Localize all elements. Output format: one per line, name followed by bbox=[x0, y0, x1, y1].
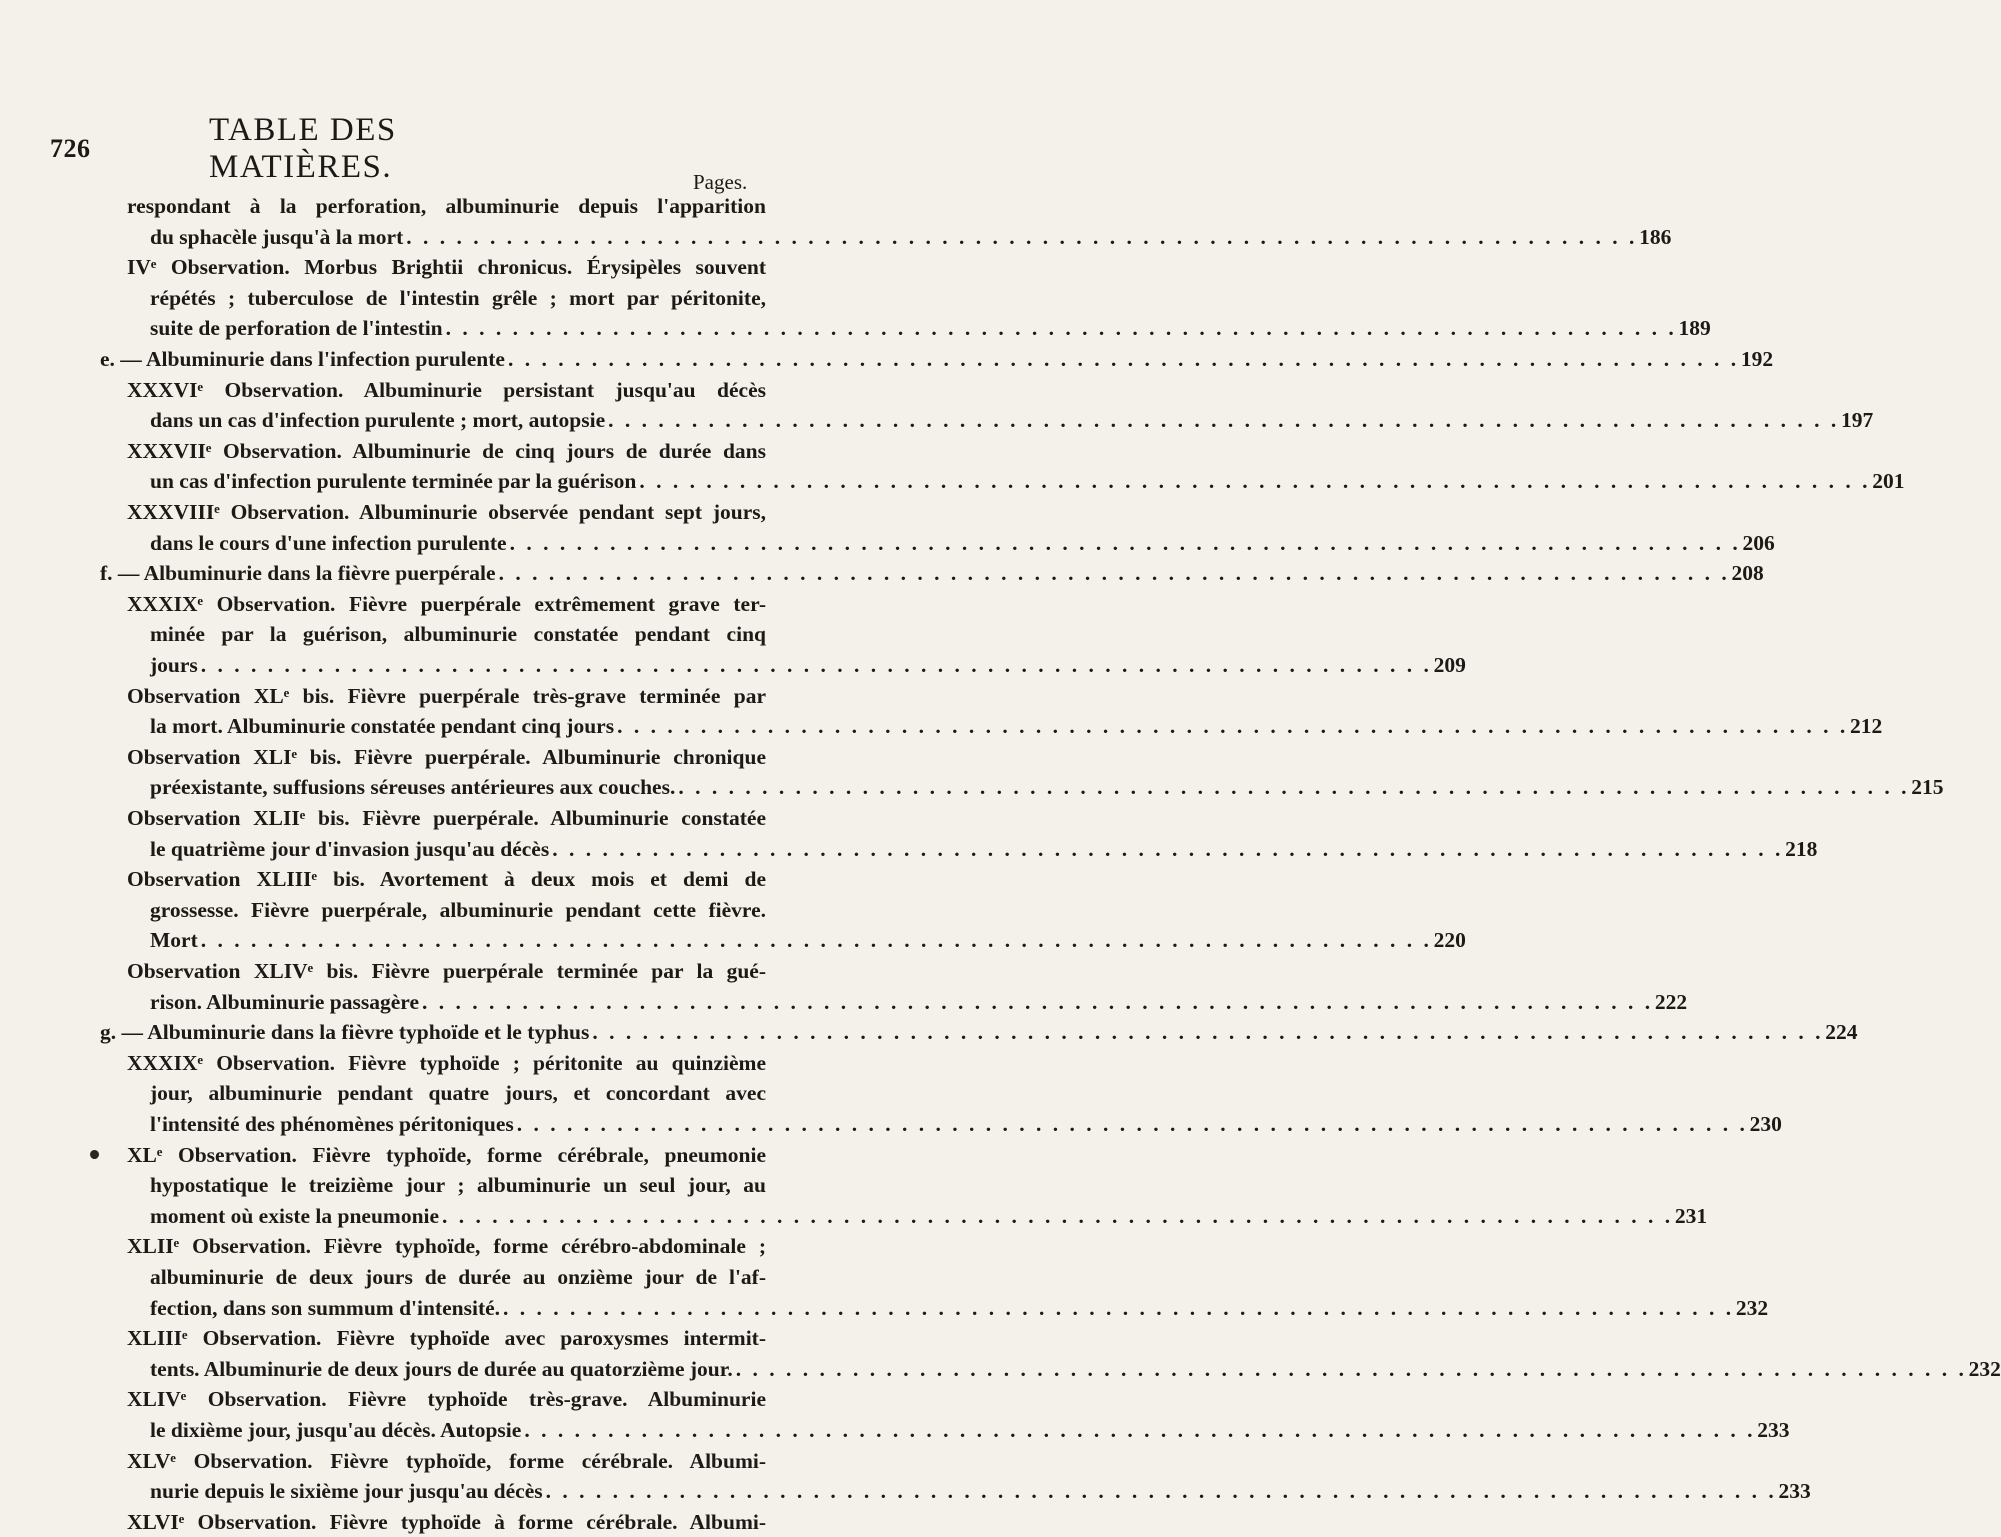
toc-line bbox=[150, 711, 1883, 741]
toc-entry-text: tents. Albuminurie de deux jours de durée au quatorzième jour. bbox=[150, 1356, 733, 1381]
dot-leader bbox=[589, 1017, 1823, 1047]
toc-line: Observation XLIIIᵉ bis. Avortement à deux mois et demi de bbox=[127, 867, 766, 892]
toc-line: minée par la guérison, albuminurie constatée pendant cinq bbox=[150, 622, 766, 647]
toc-line: respondant à la perforation, albuminurie depuis l'apparition bbox=[127, 194, 766, 218]
toc-line: XLVIᵉ Observation. Fièvre typhoïde à forme cérébrale. Albumi- bbox=[127, 1509, 766, 1534]
toc-line: hypostatique le treizième jour ; albuminurie un seul jour, au bbox=[150, 1173, 766, 1198]
toc-line: XXXVIᵉ Observation. Albuminurie persistant jusqu'au décès bbox=[127, 377, 766, 402]
toc-line: XXXVIIIᵉ Observation. Albuminurie observée pendant sept jours, bbox=[127, 500, 766, 524]
dot-leader bbox=[443, 313, 1677, 343]
toc-entry-text: e. — Albuminurie dans l'infection purulente bbox=[100, 347, 505, 371]
toc-page-number: 206 bbox=[1742, 530, 1775, 555]
dot-leader bbox=[605, 405, 1839, 435]
toc-line: jour, albuminurie pendant quatre jours, et concordant avec bbox=[150, 1081, 766, 1106]
toc-line: Observation XLᵉ bis. Fièvre puerpérale très-grave terminée par bbox=[127, 683, 766, 708]
toc-line: IVᵉ Observation. Morbus Brightii chronicus. Érysipèles souvent bbox=[127, 255, 766, 280]
pages-column-label: Pages. bbox=[693, 170, 748, 194]
toc-entry-text: dans le cours d'une infection purulente bbox=[150, 530, 507, 555]
toc-entry-text: g. — Albuminurie dans la fièvre typhoïde et le typhus bbox=[100, 1020, 590, 1045]
toc-entry-text: un cas d'infection purulente terminée par la guérison bbox=[150, 469, 637, 494]
toc-page-number: 218 bbox=[1785, 836, 1818, 861]
dot-leader bbox=[496, 558, 1730, 588]
dot-leader bbox=[636, 466, 1870, 496]
toc-line: albuminurie de deux jours de durée au onzième jour de l'af- bbox=[150, 1265, 766, 1289]
dot-leader bbox=[614, 711, 1848, 741]
toc-page-number: 201 bbox=[1872, 469, 1905, 494]
toc-line: Observation XLIVᵉ bis. Fièvre puerpérale terminée par la gué- bbox=[127, 959, 766, 983]
toc-line bbox=[150, 313, 1711, 343]
toc-line bbox=[100, 558, 1764, 588]
dot-leader bbox=[543, 1476, 1777, 1506]
dot-leader bbox=[507, 528, 1741, 558]
dot-leader bbox=[419, 987, 1653, 1017]
toc-page-number: 220 bbox=[1433, 928, 1466, 953]
dot-leader bbox=[198, 925, 1432, 955]
toc-page-number: 208 bbox=[1731, 561, 1764, 586]
toc-line: XLIVᵉ Observation. Fièvre typhoïde très-grave. Albuminurie bbox=[127, 1387, 766, 1412]
dot-leader bbox=[675, 772, 1909, 802]
toc-line bbox=[150, 834, 1818, 864]
toc-line bbox=[150, 1109, 1782, 1139]
toc-entry-text: moment où existe la pneumonie bbox=[150, 1203, 440, 1228]
toc-line bbox=[150, 222, 1672, 252]
toc-line bbox=[150, 1476, 1811, 1506]
toc-line: XLIIIᵉ Observation. Fièvre typhoïde avec paroxysmes intermit- bbox=[127, 1326, 766, 1351]
toc-line: XLIIᵉ Observation. Fièvre typhoïde, forme cérébro-abdominale ; bbox=[127, 1234, 766, 1259]
toc-line bbox=[150, 772, 1944, 802]
toc-page-number: 209 bbox=[1433, 653, 1466, 677]
toc-entry-text: l'intensité des phénomènes péritoniques bbox=[150, 1112, 514, 1136]
toc-entry-text: dans un cas d'infection purulente ; mort, autopsie bbox=[150, 408, 606, 433]
toc-line: XLVᵉ Observation. Fièvre typhoïde, forme cérébrale. Albumi- bbox=[127, 1448, 766, 1473]
toc-entry-text: nurie depuis le sixième jour jusqu'au décès bbox=[150, 1479, 543, 1504]
toc-line bbox=[150, 405, 1874, 435]
toc-line: XXXIXᵉ Observation. Fièvre puerpérale extrêmement grave ter- bbox=[127, 591, 766, 616]
toc-line: Observation XLIIᵉ bis. Fièvre puerpérale. Albuminurie constatée bbox=[127, 806, 766, 830]
toc-line: XXXVIIᵉ Observation. Albuminurie de cinq jours de durée dans bbox=[127, 438, 766, 463]
dot-leader bbox=[500, 1293, 1734, 1323]
toc-entry-text: f. — Albuminurie dans la fièvre puerpérale bbox=[100, 561, 496, 586]
toc-page-number: 230 bbox=[1749, 1112, 1782, 1136]
dot-leader bbox=[198, 650, 1432, 680]
toc-entry-text: le dixième jour, jusqu'au décès. Autopsie bbox=[150, 1418, 522, 1442]
toc-line bbox=[150, 925, 1466, 955]
toc-page-number: 186 bbox=[1639, 224, 1672, 249]
toc-line bbox=[100, 344, 1774, 374]
toc-line: XLᵉ Observation. Fièvre typhoïde, forme cérébrale, pneumonie bbox=[127, 1142, 766, 1167]
toc-page-number: 215 bbox=[1911, 775, 1944, 800]
toc-line: Observation XLIᵉ bis. Fièvre puerpérale. Albuminurie chronique bbox=[127, 744, 766, 769]
toc-line bbox=[150, 987, 1688, 1017]
toc-line bbox=[150, 1293, 1769, 1323]
toc-page-number: 197 bbox=[1841, 408, 1874, 433]
toc-line bbox=[150, 1354, 2001, 1384]
toc-entry-text: fection, dans son summum d'intensité. bbox=[150, 1295, 501, 1320]
toc-line: répétés ; tuberculose de l'intestin grêle ; mort par péritonite, bbox=[150, 285, 766, 310]
toc-page-number: 189 bbox=[1678, 316, 1711, 341]
page-title: TABLE DES MATIÈRES. bbox=[209, 112, 397, 185]
page-number: 726 bbox=[50, 134, 91, 163]
toc-line bbox=[150, 650, 1466, 680]
toc-entry-text: rison. Albuminurie passagère bbox=[150, 989, 419, 1014]
toc-entry-text: Mort bbox=[150, 928, 198, 953]
toc-page-number: 192 bbox=[1740, 347, 1774, 371]
toc-page-number: 233 bbox=[1778, 1479, 1811, 1504]
toc-line: grossesse. Fièvre puerpérale, albuminurie pendant cette fièvre. bbox=[150, 897, 766, 922]
toc-page-number: 232 bbox=[1735, 1295, 1769, 1320]
toc-entry-text: préexistante, suffusions séreuses antérieures aux couches. bbox=[150, 775, 676, 800]
toc-entry-text: la mort. Albuminurie constatée pendant cinq jours bbox=[150, 714, 615, 739]
toc-entry-text: jours bbox=[150, 653, 198, 677]
toc-line: XXXIXᵉ Observation. Fièvre typhoïde ; péritonite au quinzième bbox=[127, 1050, 766, 1075]
dot-leader bbox=[733, 1354, 1967, 1384]
dot-leader bbox=[439, 1201, 1673, 1231]
toc-page-number: 233 bbox=[1757, 1418, 1790, 1442]
toc-page-number: 224 bbox=[1825, 1020, 1858, 1045]
dot-leader bbox=[505, 344, 1739, 374]
toc-line bbox=[100, 1017, 1858, 1047]
toc-line bbox=[150, 1201, 1708, 1231]
dot-leader bbox=[403, 222, 1637, 252]
toc-page-number: 231 bbox=[1674, 1203, 1708, 1228]
ink-mark bbox=[89, 1149, 101, 1161]
dot-leader bbox=[521, 1415, 1755, 1445]
toc-line bbox=[150, 1415, 1790, 1445]
toc-page-number: 232 bbox=[1968, 1356, 2001, 1381]
toc-entry-text: suite de perforation de l'intestin bbox=[150, 316, 443, 341]
toc-line bbox=[150, 466, 1905, 496]
dot-leader bbox=[549, 834, 1783, 864]
toc-page-number: 222 bbox=[1654, 989, 1688, 1014]
toc-entry-text: le quatrième jour d'invasion jusqu'au décès bbox=[150, 836, 550, 861]
toc-page-number: 212 bbox=[1849, 714, 1883, 739]
toc-entry-text: du sphacèle jusqu'à la mort bbox=[150, 224, 404, 249]
dot-leader bbox=[514, 1109, 1748, 1139]
toc-line bbox=[150, 528, 1775, 558]
